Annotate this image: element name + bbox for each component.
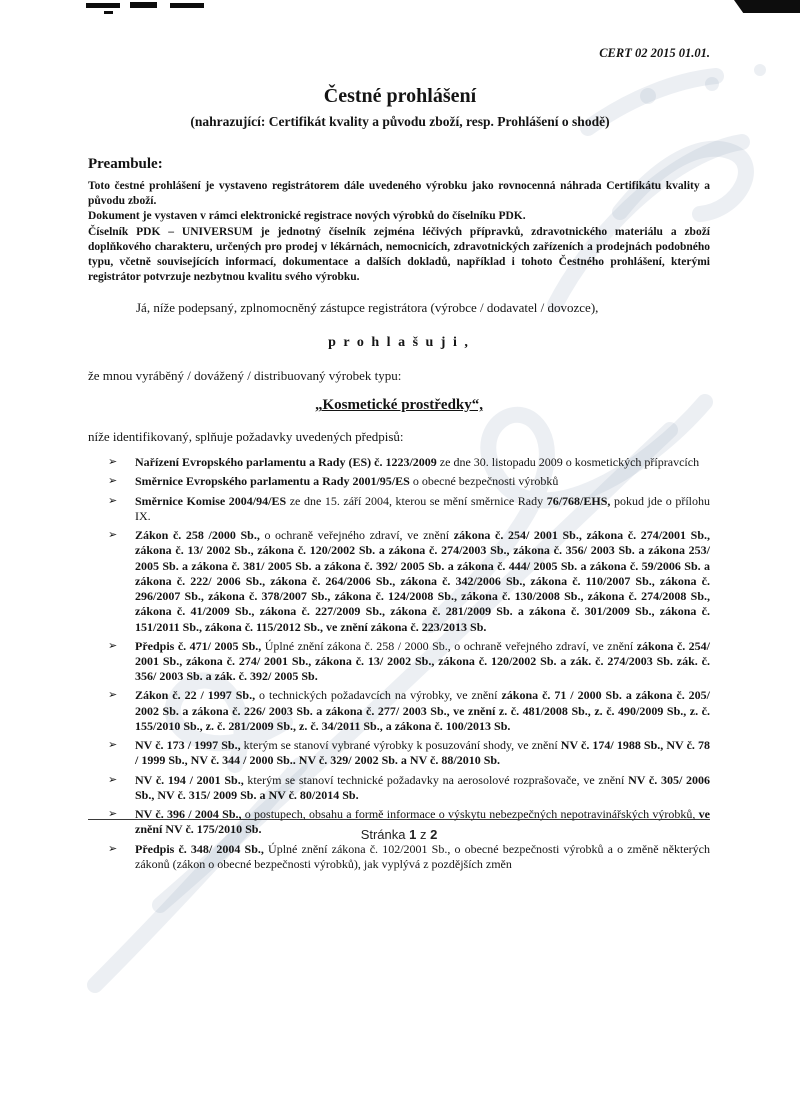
list-arrow-icon: ➢ xyxy=(108,773,118,786)
product-name: „Kosmetické prostředky“, xyxy=(314,397,484,414)
regulation-text: Předpis č. 471/ 2005 Sb., Úplné znění zákona č. 258 / 2000 Sb., o ochraně veřejného zdraví, ve znění zákona č. 254/ 2001 Sb., zákona č. 274/ 2001 Sb., zákona č. 13/ 2002 Sb., zákona č. 120/2002 Sb. a zák. č. 274/2003 Sb. zák. č. 356/ 2003 Sb. a zák. č. 392/ 2005 Sb. xyxy=(135,638,711,684)
regulation-text: Nařízení Evropského parlamentu a Rady (ES) č. 1223/2009 ze dne 30. listopadu 2009 o kosmetických přípravcích xyxy=(135,455,700,470)
footer-prefix: Stránka xyxy=(360,827,410,843)
list-arrow-icon: ➢ xyxy=(108,739,118,752)
list-arrow-icon: ➢ xyxy=(108,529,118,542)
preamble-paragraph: Dokument je vystaven v rámci elektronické registrace nových výrobků do číselníku PDK. xyxy=(88,210,526,223)
regulation-item xyxy=(108,688,710,734)
regulation-text: Směrnice Komise 2004/94/ES ze dne 15. září 2004, kterou se mění směrnice Rady 76/768/EHS, pokud jde o přílohu IX. xyxy=(135,493,711,523)
list-arrow-icon: ➢ xyxy=(108,475,118,488)
list-arrow-icon: ➢ xyxy=(108,639,118,652)
list-arrow-icon: ➢ xyxy=(108,494,118,507)
regulation-text: Předpis č. 348/ 2004 Sb., Úplné znění zákona č. 102/2001 Sb., o obecné bezpečnosti výrobků a o změně některých zákonů (zákon o obecné bezpečnosti výrobků), jak vyplývá z pozdějších změn xyxy=(135,841,710,871)
regulation-text: Zákon č. 258 /2000 Sb., o ochraně veřejného zdraví, ve znění zákona č. 254/ 2001 Sb., zákona č. 274/2001 Sb., zákona č. 13/ 2002 Sb., zákona č. 120/2002 Sb. a zákona č. 274/2003 Sb., zákona č. 356/ 2003 Sb. a zákona 253/ 2005 Sb. a zákona č. 381/ 2005 Sb. a zákona č. 392/ 2005 Sb. a zákona č. 444/ 2005 Sb. a zákona č. 59/2006 Sb. a zákona č. 222/ 2006 Sb., zákona č. 264/2006 Sb., zákona č. 342/2006 Sb., zákona č. 110/2007 Sb., zákona č. 296/2007 Sb., zákona č. 378/2007 Sb., zákona č. 124/2008 Sb., zákona č. 130/2008 Sb., zákona č. 274/2008 Sb., zákona č. 41/2009 Sb., zákona č. 227/2009 Sb., zákona č. 281/2009 Sb. a zákona č. 301/2009 Sb., zákona č. 151/2011 Sb., zákona č. 115/2012 Sb., ve znění zákona č. 223/2013 Sb. xyxy=(135,528,711,634)
regulations-intro: níže identifikovaný, splňuje požadavky uvedených předpisů: xyxy=(88,429,404,445)
preamble-paragraph: Číselník PDK – UNIVERSUM je jednotný číselník zejména léčivých přípravků, zdravotnického materiálu a zboží doplňkového charakteru, určených pro prodej v lékárnách, nemocnicích, zdravotnických zařízeních a prodejnách podobného typu, včetně souvisejících informací, dokumentace a dalších dokladů, například i tohoto Čestného prohlášení, kterými registrátor potvrzuje nezbytnou kvalitu svého výrobku. xyxy=(88,225,710,284)
list-arrow-icon: ➢ xyxy=(108,808,118,821)
footer-page-number: 1 xyxy=(409,827,417,843)
product-intro: že mnou vyráběný / dovážený / distribuovaný výrobek typu: xyxy=(88,368,402,384)
regulation-text: Zákon č. 22 / 1997 Sb., o technických požadavcích na výrobky, ve znění zákona č. 71 / 2000 Sb. a zákona č. 205/ 2002 Sb. a zákona č. 226/ 2003 Sb. a zákona č. 277/ 2003 Sb., ve znění z. č. 481/2008 Sb., z. č. 490/2009 Sb., z. č. 155/2010 Sb., z. č. 281/2009 Sb., z. č. 34/2011 Sb., a zákona č. 100/2013 Sb. xyxy=(135,688,711,733)
footer-total-pages: 2 xyxy=(430,827,438,843)
document-body xyxy=(0,156,800,872)
document-code: CERT 02 2015 01.01. xyxy=(599,46,710,60)
regulation-item xyxy=(108,738,710,768)
regulation-text: NV č. 396 / 2004 Sb., o postupech, obsahu a formě informace o výskytu nebezpečných nepotravinářských výrobků, ve znění NV č. 175/2010 Sb. xyxy=(135,807,710,837)
page-title: Čestné prohlášení xyxy=(323,85,477,107)
preamble-paragraphs xyxy=(88,179,710,285)
regulation-item xyxy=(108,842,710,872)
declarant-intro: Já, níže podepsaný, zplnomocněný zástupce registrátora (výrobce / dodavatel / dovozce), xyxy=(136,300,599,316)
regulation-item xyxy=(108,494,710,524)
preamble-heading: Preambule: xyxy=(88,156,163,172)
regulation-item xyxy=(108,474,710,489)
page-footer xyxy=(88,819,710,842)
list-arrow-icon: ➢ xyxy=(108,456,118,469)
regulations-list xyxy=(88,455,710,872)
regulation-item xyxy=(108,773,710,803)
regulation-item xyxy=(108,455,710,470)
regulation-text: NV č. 173 / 1997 Sb., kterým se stanoví vybrané výrobky k posuzování shody, ve znění NV č. 174/ 1988 Sb., NV č. 78 / 1999 Sb., NV č. 344 / 2000 Sb.. NV č. 329/ 2002 Sb. a NV č. 88/2010 Sb. xyxy=(135,738,710,768)
list-arrow-icon: ➢ xyxy=(108,689,118,702)
regulation-text: NV č. 194 / 2001 Sb., kterým se stanoví technické požadavky na aerosolové rozprašovače, ve znění NV č. 305/ 2006 Sb., NV č. 315/ 2009 Sb. a NV č. 80/2014 Sb. xyxy=(135,772,710,802)
declaration-word: p r o h l a š u j i , xyxy=(328,335,470,351)
footer-separator: z xyxy=(416,827,431,843)
page-subtitle: (nahrazující: Certifikát kvality a původu zboží, resp. Prohlášení o shodě) xyxy=(190,114,610,129)
preamble-paragraph: Toto čestné prohlášení je vystaveno registrátorem dále uvedeného výrobku jako rovnocenná náhrada Certifikátu kvality a původu zboží. xyxy=(88,180,710,208)
list-arrow-icon: ➢ xyxy=(108,842,118,855)
regulation-text: Směrnice Evropského parlamentu a Rady 2001/95/ES o obecné bezpečnosti výrobků xyxy=(135,474,559,489)
regulation-item xyxy=(108,639,710,685)
regulation-item xyxy=(108,528,710,635)
